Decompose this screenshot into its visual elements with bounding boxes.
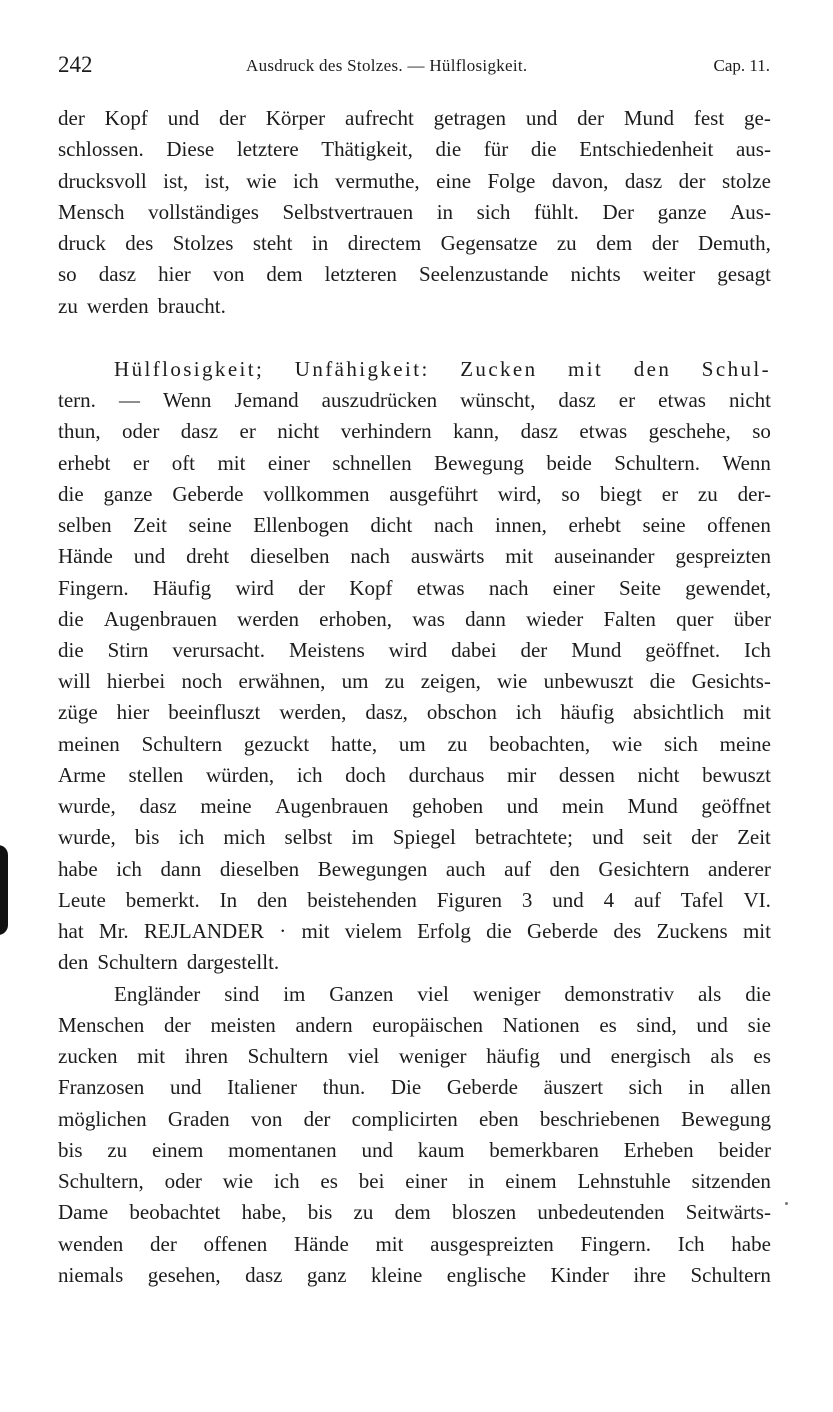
text-line: die Stirn verursacht. Meistens wird dabei der Mund geöffnet. Ich bbox=[58, 638, 771, 662]
text-line: der Kopf und der Körper aufrecht getragen und der Mund fest ge- bbox=[58, 106, 771, 130]
text-line: thun, oder dasz er nicht verhindern kann, dasz etwas geschehe, so bbox=[58, 419, 771, 443]
text-line: Fingern. Häufig wird der Kopf etwas nach einer Seite gewendet, bbox=[58, 576, 771, 600]
running-title: Ausdruck des Stolzes. — Hülflosigkeit. bbox=[246, 56, 528, 75]
text-line: Engländer sind im Ganzen viel weniger demonstrativ als die bbox=[114, 982, 771, 1006]
text-line: Hülflosigkeit; Unfähigkeit: Zucken mit den Schul- bbox=[114, 357, 771, 381]
text-line: Hände und dreht dieselben nach auswärts mit auseinander gespreizten bbox=[58, 544, 771, 568]
text-line: schlossen. Diese letztere Thätigkeit, die für die Entschiedenheit aus- bbox=[58, 137, 771, 161]
text-line: will hierbei noch erwähnen, um zu zeigen, wie unbewuszt die Gesichts- bbox=[58, 669, 771, 693]
text-line: möglichen Graden von der complicirten eben beschriebenen Bewegung bbox=[58, 1107, 771, 1131]
text-line: Dame beobachtet habe, bis zu dem bloszen unbedeutenden Seitwärts- bbox=[58, 1200, 771, 1224]
text-line: zu werden braucht. bbox=[58, 294, 226, 318]
text-line: Arme stellen würden, ich doch durchaus mir dessen nicht bewuszt bbox=[58, 763, 771, 787]
text-line: niemals gesehen, dasz ganz kleine englische Kinder ihre Schultern bbox=[58, 1263, 771, 1287]
text-line: tern. — Wenn Jemand auszudrücken wünscht, dasz er etwas nicht bbox=[58, 388, 771, 412]
text-line: die Augenbrauen werden erhoben, was dann wieder Falten quer über bbox=[58, 607, 771, 631]
text-line: selben Zeit seine Ellenbogen dicht nach innen, erhebt seine offenen bbox=[58, 513, 771, 537]
text-line: Menschen der meisten andern europäischen Nationen es sind, und sie bbox=[58, 1013, 771, 1037]
scan-speck bbox=[785, 1202, 788, 1205]
text-line: wurde, bis ich mich selbst im Spiegel betrachtete; und seit der Zeit bbox=[58, 825, 771, 849]
text-line: habe ich dann dieselben Bewegungen auch auf den Gesichtern anderer bbox=[58, 857, 771, 881]
page-number: 242 bbox=[58, 52, 93, 77]
running-header bbox=[58, 52, 770, 86]
text-line: Mensch vollständiges Selbstvertrauen in sich fühlt. Der ganze Aus- bbox=[58, 200, 771, 224]
chapter-label: Cap. 11. bbox=[713, 56, 770, 75]
text-line: den Schultern dargestellt. bbox=[58, 950, 280, 974]
text-line: meinen Schultern gezuckt hatte, um zu beobachten, wie sich meine bbox=[58, 732, 771, 756]
text-line: die ganze Geberde vollkommen ausgeführt wird, so biegt er zu der- bbox=[58, 482, 771, 506]
text-line: hat Mr. REJLANDER · mit vielem Erfolg die Geberde des Zuckens mit bbox=[58, 919, 771, 943]
text-line: druck des Stolzes steht in directem Gegensatze zu dem der Demuth, bbox=[58, 231, 771, 255]
text-line: so dasz hier von dem letzteren Seelenzustande nichts weiter gesagt bbox=[58, 262, 771, 286]
text-line: züge hier beeinfluszt werden, dasz, obschon ich häufig absichtlich mit bbox=[58, 700, 771, 724]
text-line: wurde, dasz meine Augenbrauen gehoben und mein Mund geöffnet bbox=[58, 794, 771, 818]
text-line: zucken mit ihren Schultern viel weniger häufig und energisch als es bbox=[58, 1044, 771, 1068]
text-line: wenden der offenen Hände mit ausgespreizten Fingern. Ich habe bbox=[58, 1232, 771, 1256]
text-line: drucksvoll ist, ist, wie ich vermuthe, eine Folge davon, dasz der stolze bbox=[58, 169, 771, 193]
text-line: Schultern, oder wie ich es bei einer in einem Lehnstuhle sitzenden bbox=[58, 1169, 771, 1193]
scan-edge-mark bbox=[0, 845, 8, 935]
text-line: Franzosen und Italiener thun. Die Geberde äuszert sich in allen bbox=[58, 1075, 771, 1099]
text-line: erhebt er oft mit einer schnellen Bewegung beide Schultern. Wenn bbox=[58, 451, 771, 475]
text-line: Leute bemerkt. In den beistehenden Figuren 3 und 4 auf Tafel VI. bbox=[58, 888, 771, 912]
text-line: bis zu einem momentanen und kaum bemerkbaren Erheben beider bbox=[58, 1138, 771, 1162]
